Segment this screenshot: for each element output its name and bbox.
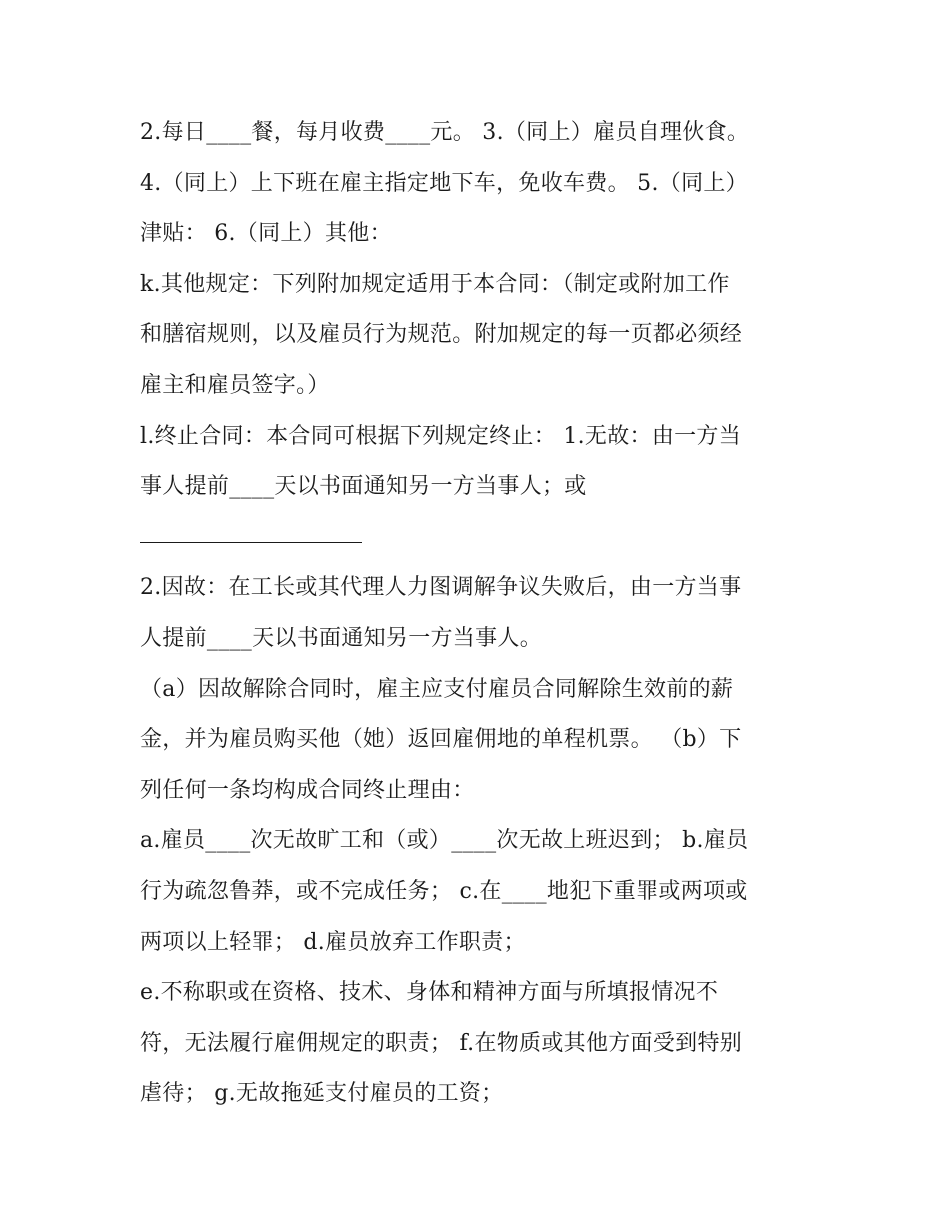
text-line: 人提前____天以书面通知另一方当事人。 [140, 625, 543, 651]
text-line: 符，无法履行雇佣规定的职责； f.在物质或其他方面受到特别 [140, 1030, 743, 1056]
document-page [140, 108, 820, 1120]
text-line: l.终止合同：本合同可根据下列规定终止： 1.无故：由一方当 [140, 423, 742, 449]
text-line: 和膳宿规则，以及雇员行为规范。附加规定的每一页都必须经 [140, 322, 743, 348]
text-line: 2.因故：在工长或其代理人力图调解争议失败后，由一方当事 [140, 575, 742, 601]
text-line: 列任何一条均构成合同终止理由： [140, 777, 475, 803]
text-line: a.雇员____次无故旷工和（或）____次无故上班迟到； b.雇员 [140, 828, 749, 854]
text-line: 金，并为雇员购买他（她）返回雇佣地的单程机票。 （b）下 [140, 727, 742, 753]
text-line: 事人提前____天以书面通知另一方当事人；或 [140, 474, 587, 500]
text-line: 2.每日____餐，每月收费____元。 3.（同上）雇员自理伙食。 [140, 120, 750, 145]
text-line: 虐待； g.无故拖延支付雇员的工资； [140, 1081, 504, 1107]
text-line: （a）因故解除合同时，雇主应支付雇员合同解除生效前的薪 [140, 676, 734, 702]
text-line: e.不称职或在资格、技术、身体和精神方面与所填报情况不 [140, 980, 719, 1006]
text-line: k.其他规定：下列附加规定适用于本合同：（制定或附加工作 [140, 271, 730, 297]
blank-underline [140, 513, 820, 564]
text-line: 津贴： 6.（同上）其他： [140, 221, 392, 247]
text-line: 4.（同上）上下班在雇主指定地下车，免收车费。 5.（同上） [140, 170, 748, 196]
text-line: 雇主和雇员签字。） [140, 372, 330, 398]
text-line: 行为疏忽鲁莽，或不完成任务； c.在____地犯下重罪或两项或 [140, 878, 748, 904]
text-line: 两项以上轻罪； d.雇员放弃工作职责； [140, 929, 526, 955]
